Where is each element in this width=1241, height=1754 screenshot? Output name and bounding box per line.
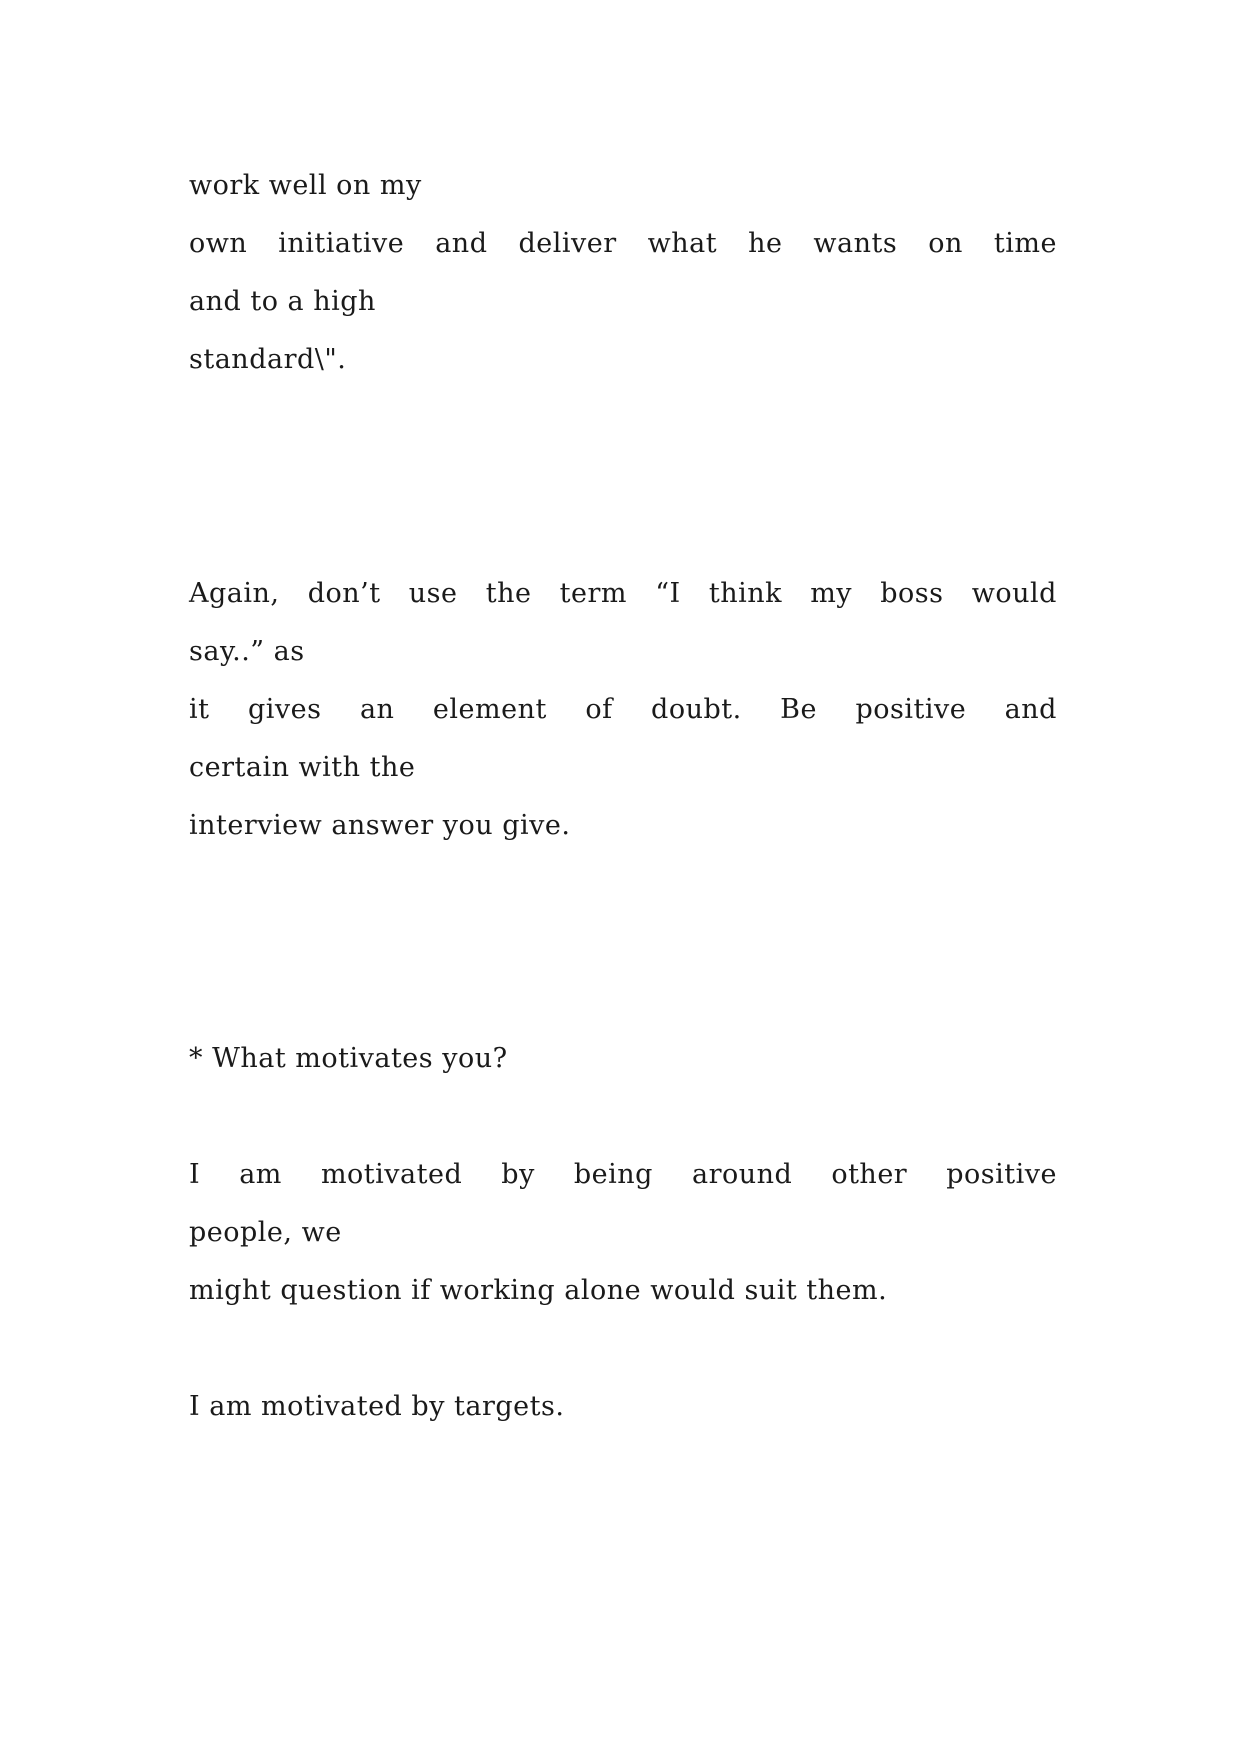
word: wants [813,228,898,259]
word: an [359,694,395,725]
word: other [831,1159,908,1190]
paragraph-2-line-1 [189,578,1057,610]
word: time [993,228,1057,259]
word: deliver [518,228,617,259]
word: boss [880,578,944,609]
paragraph-1-line-2 [189,228,1057,260]
paragraph-2-line-2: say..” as [189,636,305,667]
paragraph-1-line-1: work well on my [189,170,422,201]
paragraph-3-line-3: might question if working alone would suit them. [189,1275,888,1306]
word: of [585,694,613,725]
paragraph-3-line-2: people, we [189,1217,342,1248]
word: term [559,578,627,609]
word: doubt. [651,694,742,725]
word: what [647,228,718,259]
word: and [1004,694,1057,725]
word: use [408,578,458,609]
word: think [708,578,782,609]
word: being [573,1159,653,1190]
word: motivated [320,1159,463,1190]
word: “I [655,578,681,609]
question-heading: * What motivates you? [189,1043,508,1074]
word: he [748,228,783,259]
word: would [971,578,1057,609]
word: I [189,1159,201,1190]
word: own [189,228,248,259]
paragraph-2-line-5: interview answer you give. [189,810,571,841]
word: element [432,694,547,725]
word: initiative [278,228,405,259]
word: around [691,1159,793,1190]
word: it [189,694,210,725]
word: by [501,1159,535,1190]
word: Be [780,694,817,725]
paragraph-2-line-3 [189,694,1057,726]
word: Again, [189,578,280,609]
word: my [810,578,853,609]
word: positive [855,694,967,725]
paragraph-2-line-4: certain with the [189,752,416,783]
word: am [239,1159,282,1190]
word: and [435,228,488,259]
paragraph-1-line-3: and to a high [189,286,376,317]
paragraph-3-line-1 [189,1159,1057,1191]
word: the [485,578,532,609]
word: don’t [307,578,381,609]
word: positive [946,1159,1057,1190]
paragraph-4-line-1: I am motivated by targets. [189,1391,565,1422]
paragraph-1-line-4: standard\". [189,344,347,375]
word: gives [247,694,322,725]
word: on [928,228,963,259]
